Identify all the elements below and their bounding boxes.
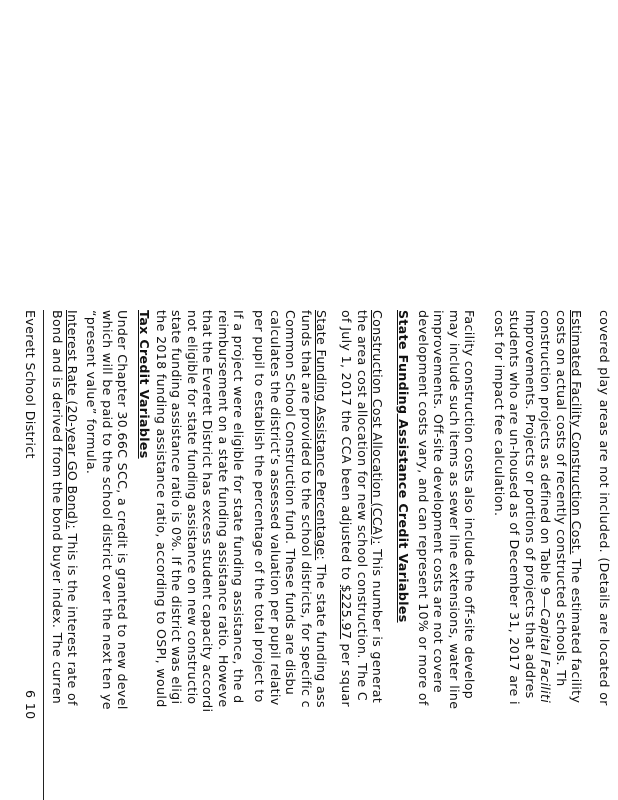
text-line: students who are un-housed as of December 31, 2017 are i — [507, 310, 523, 705]
text-line: funds that are provided to the school districts, for specific c — [298, 310, 314, 708]
text-line: not eligible for state funding assistance on new constructio — [184, 310, 200, 705]
offsite-paragraph — [415, 310, 477, 709]
text-line: per pupil to establish the percentage of the total project to — [252, 310, 268, 703]
facility-cost-paragraph — [492, 310, 584, 705]
text-line: If a project were eligible for state funding assistance, the d — [231, 310, 246, 704]
section-heading: Tax Credit Variables — [137, 310, 152, 459]
text-line: calculates the district’s assessed valuation per pupil relativ — [267, 310, 283, 706]
text-line: reimbursement on a state funding assistance ratio. Howeve — [215, 310, 231, 708]
text-line: which will be paid to the school district over the next ten ye — [99, 310, 115, 710]
footer-page-number: 6 10 — [23, 690, 38, 720]
text-line: state funding assistance ratio is 0%. If the district was eligi — [169, 310, 185, 705]
text-run: The state funding ass — [314, 560, 329, 708]
footer-divider — [43, 310, 44, 800]
text-run: This is the interest rate of — [65, 529, 80, 706]
tax-credit-heading — [137, 310, 152, 459]
facility-cost-heading: Estimated Facility Construction Cost. — [569, 310, 584, 555]
page-footer — [23, 310, 38, 800]
text-line: costs on actual costs of recently constructed schools. Th — [553, 310, 569, 687]
paragraph-top — [597, 310, 612, 706]
text-line: that the Everett District has excess student capacity accordi — [200, 310, 216, 713]
cca-amount: $225.97 — [339, 584, 355, 640]
text-line: development costs vary, and can represent 10% or more of — [415, 310, 431, 706]
text-run: per squar — [339, 639, 355, 708]
text-line: Facility construction costs also include the off-site develop — [462, 310, 477, 700]
text-line: may include such items as sewer line extensions, water line — [446, 310, 462, 710]
eligibility-paragraph — [154, 310, 246, 712]
sfap-paragraph — [252, 310, 329, 708]
text-run: This number is generat — [370, 544, 385, 704]
footer-district-name: Everett School District — [23, 310, 38, 459]
table-reference: Capital Faciliti — [538, 608, 554, 704]
rotated-document-page — [0, 300, 618, 800]
text-line: Bond and is derived from the bond buyer index. The curren — [49, 310, 65, 705]
sfap-label: State Funding Assistance Percentage: — [314, 310, 329, 561]
text-line: cost for impact fee calculation. — [491, 310, 507, 517]
interest-rate-paragraph — [49, 310, 80, 706]
cca-label: Construction Cost Allocation (CCA): — [370, 310, 385, 545]
text-line: Improvements. Projects or portions of projects that addres — [522, 310, 538, 699]
text-line: improvements. Off-site development costs are not covere — [431, 310, 447, 693]
tax-credit-paragraph — [84, 310, 130, 710]
text-run: construction projects as defined on Table 9— — [538, 310, 554, 609]
text-line: the 2018 funding assistance ratio, according to OSPI, would — [153, 310, 169, 708]
interest-rate-label: Interest Rate (20-year GO Bond): — [65, 310, 80, 530]
text-line: the area cost allocation for new school construction. The C — [354, 310, 370, 702]
text-line: Under Chapter 30.66C SCC, a credit is granted to new devel — [115, 310, 130, 710]
text-line: covered play areas are not included. (Details are located or — [597, 310, 612, 706]
text-line: “present value” formula. — [84, 310, 100, 475]
state-funding-heading — [396, 310, 411, 623]
text-run: The estimated facility — [569, 554, 584, 704]
text-line: Common School Construction fund. These funds are disbu — [283, 310, 299, 696]
text-run: of July 1, 2017 the CCA been adjusted to — [339, 310, 355, 585]
cca-paragraph — [339, 310, 385, 707]
section-heading: State Funding Assistance Credit Variables — [396, 310, 411, 623]
